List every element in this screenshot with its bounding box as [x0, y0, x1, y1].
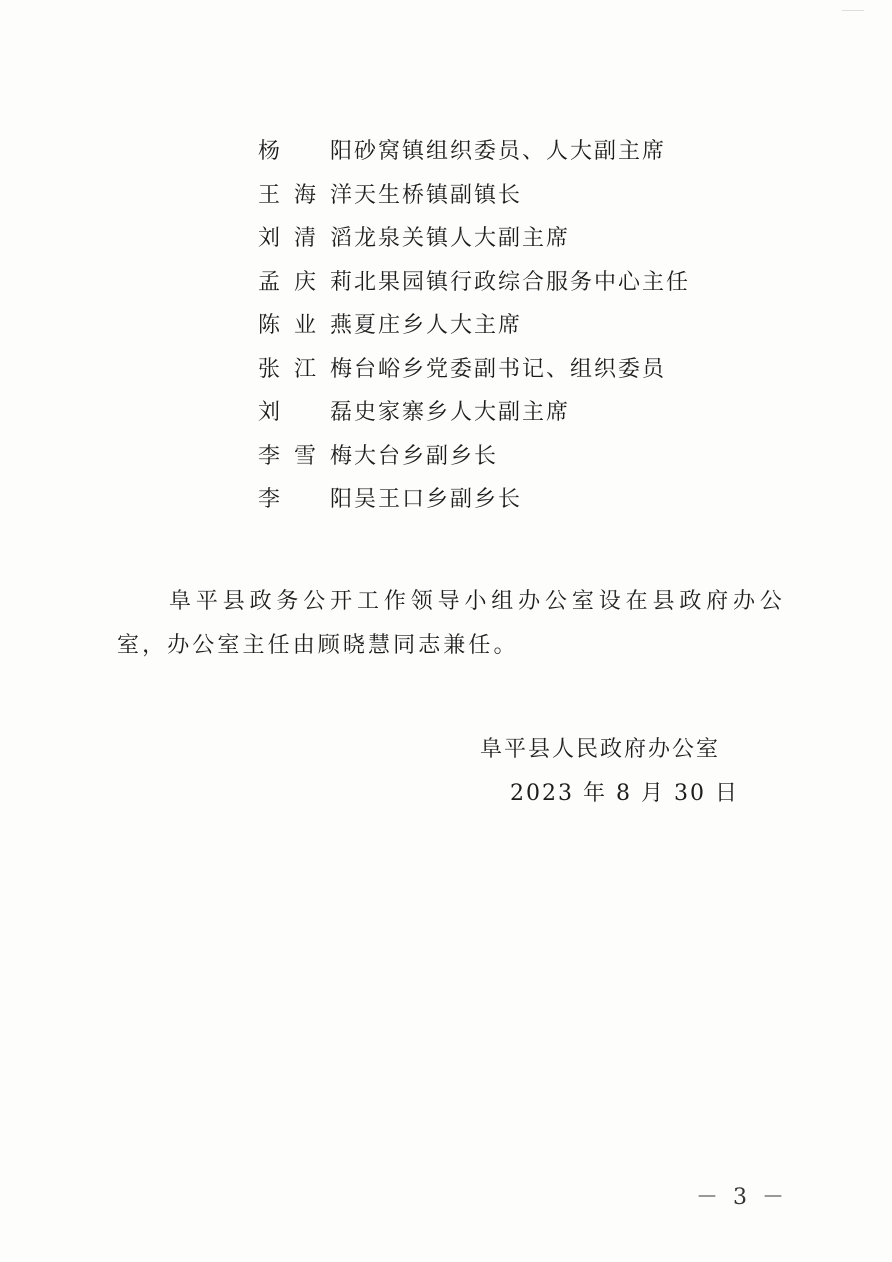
member-name: 孟庆莉 [258, 269, 354, 295]
member-name: 李雪梅 [258, 443, 354, 469]
member-name: 王海洋 [258, 182, 354, 208]
signature-block [480, 728, 760, 816]
roster-row [258, 215, 778, 259]
page-number: － 3 － [696, 1185, 788, 1210]
member-role: 龙泉关镇人大副主席 [354, 226, 571, 252]
issue-date: 2023 年 8 月 30 日 [510, 781, 739, 806]
member-role: 北果园镇行政综合服务中心主任 [354, 269, 691, 295]
member-name: 陈业燕 [258, 313, 354, 339]
member-role: 夏庄乡人大主席 [354, 313, 523, 339]
roster-row [258, 476, 778, 520]
roster-row [258, 128, 778, 172]
member-name: 张江梅 [258, 356, 354, 382]
member-name: 刘清滔 [258, 226, 354, 252]
roster-row [258, 389, 778, 433]
member-role: 台峪乡党委副书记、组织委员 [354, 356, 667, 382]
member-role: 史家寨乡人大副主席 [354, 400, 571, 426]
corner-mark [842, 0, 864, 11]
member-role: 砂窝镇组织委员、人大副主席 [354, 139, 667, 165]
member-name: 刘 磊 [258, 400, 354, 426]
member-role: 吴王口乡副乡长 [354, 487, 523, 513]
roster-row [258, 259, 778, 303]
member-name: 杨 阳 [258, 139, 354, 165]
member-roster [258, 128, 778, 520]
member-role: 大台乡副乡长 [354, 443, 499, 469]
roster-row [258, 172, 778, 216]
office-paragraph: 阜平县政务公开工作领导小组办公室设在县政府办公室，办公室主任由顾晓慧同志兼任。 [117, 589, 785, 658]
roster-row [258, 302, 778, 346]
issuing-organization: 阜平县人民政府办公室 [480, 737, 721, 762]
member-name: 李 阳 [258, 487, 354, 513]
roster-row [258, 433, 778, 477]
roster-row [258, 346, 778, 390]
member-role: 天生桥镇副镇长 [354, 182, 523, 208]
